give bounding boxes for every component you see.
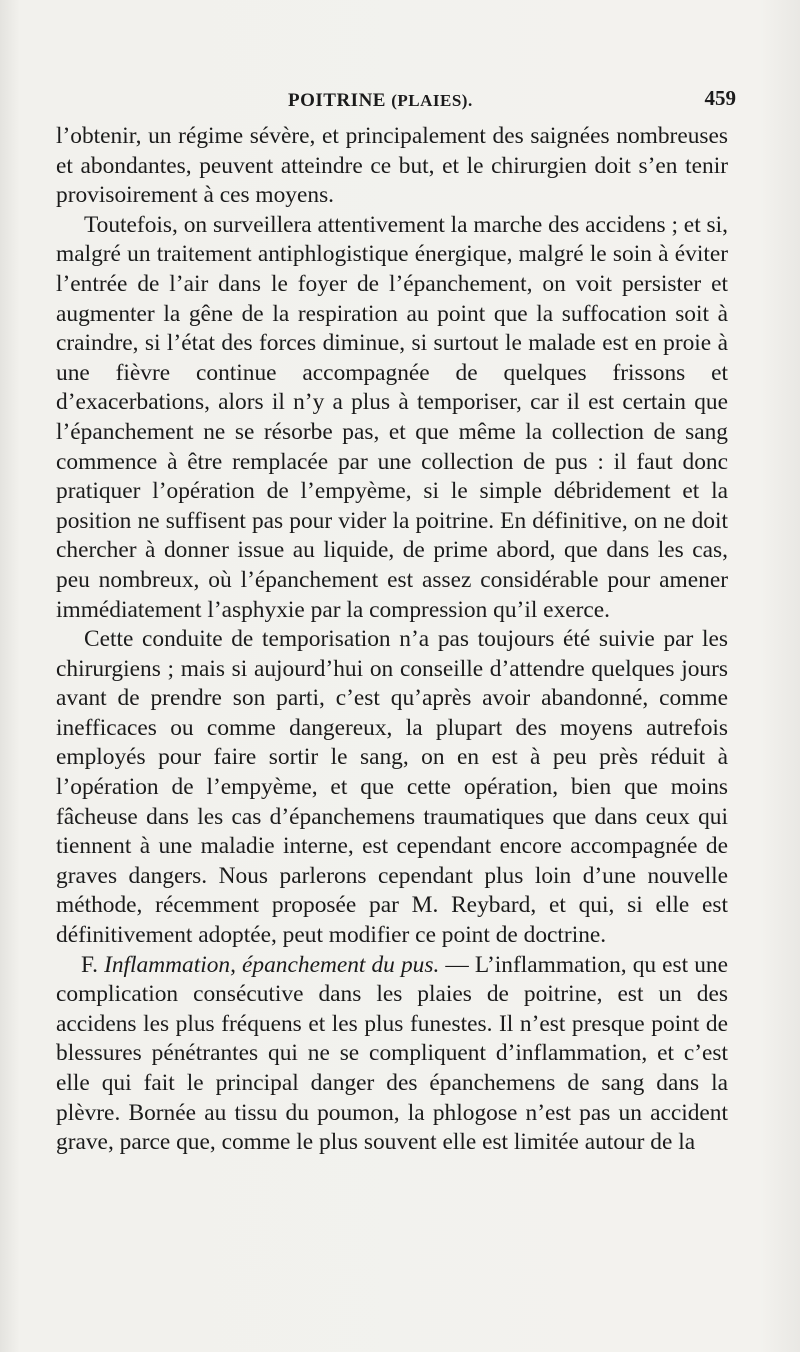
section-f-paragraph — [56, 951, 728, 1158]
body-text — [56, 122, 728, 1158]
running-head — [56, 84, 736, 114]
running-title — [288, 90, 473, 112]
section-f-label: F. — [81, 951, 98, 978]
section-f-text: — L’inflammation, qu est une complication consécutive dans les plaies de poitrine, est un des accidens les plus fréquens et les plus funestes. Il n’est presque point de blessures pénétrantes qui ne se compliquent d’inflammation, et c’est elle qui fait le principal danger des épanchemens de sang dans la plèvre. Bornée au tissu du poumon, la phlogose n’est pas un accident grave, parce que, comme le plus souvent elle est limitée autour de la — [56, 951, 728, 1156]
paragraph-continued: l’obtenir, un régime sévère, et principalement des saignées nombreuses et abondantes, peuvent atteindre ce but, et le chirurgien doit s’en tenir provisoirement à ces moyens. — [56, 123, 728, 209]
running-title-subtitle: (PLAIES). — [391, 91, 473, 110]
page-number: 459 — [704, 86, 736, 110]
paragraph-temporisation: Cette conduite de temporisation n’a pas toujours été suivie par les chirurgiens ; mais si aujourd’hui on conseille d’attendre quelques jours avant de prendre son parti, c’est qu’après avoir abandonné, comme inefficaces ou comme dangereux, la plupart des moyens autrefois employés pour faire sortir le sang, on en est à peu près réduit à l’opération de l’empyème, et que cette opération, bien que moins fâcheuse dans les cas d’épanchemens traumatiques que dans ceux qui tiennent à une maladie interne, est cependant encore accompagnée de graves dangers. Nous parlerons cependant plus loin d’une nouvelle méthode, récemment proposée par M. Reybard, et qui, si elle est définitivement adoptée, peut modifier ce point de doctrine. — [56, 626, 728, 949]
section-f-heading: Inflammation, épanchement du pus. — [104, 951, 440, 978]
paragraph-toutefois: Toutefois, on surveillera attentivement la marche des accidens ; et si, malgré un traitement antiphlogistique énergique, malgré le soin à éviter l’entrée de l’air dans le foyer de l’épanchement, on voit persister et augmenter la gêne de la respiration au point que la suffocation soit à craindre, si l’état des forces diminue, si surtout le malade est en proie à une fièvre continue accompagnée de quelques frissons et d’exacerbations, alors il n’y a plus à temporiser, car il est certain que l’épanchement ne se résorbe pas, et que même la collection de sang commence à être remplacée par une collection de pus : il faut donc pratiquer l’opération de l’empyème, si le simple débridement et la position ne suffisent pas pour vider la poitrine. En définitive, on ne doit chercher à donner issue au liquide, de prime abord, que dans les cas, peu nombreux, où l’épanchement est assez considérable pour amener immédiatement l’asphyxie par la compression qu’il exerce. — [56, 211, 728, 623]
running-title-main: POITRINE — [288, 90, 386, 111]
